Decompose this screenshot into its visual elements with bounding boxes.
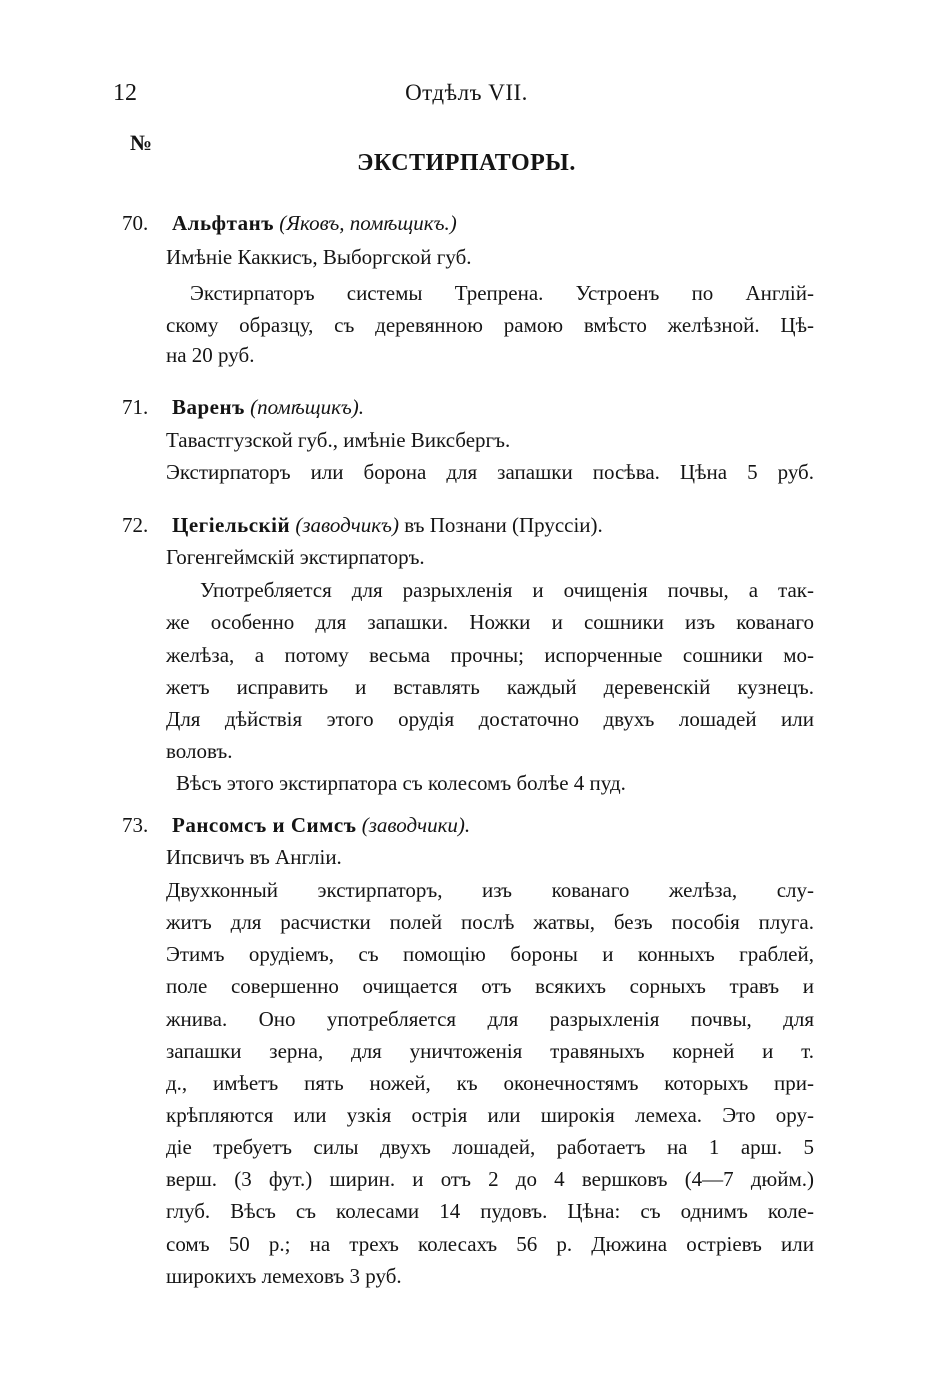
exhibitor-occupation: (заводчики).	[361, 813, 471, 837]
description-line: д., имѣетъ пять ножей, къ оконечностямъ которыхъ при-	[166, 1071, 814, 1095]
entry-location: Тавастгузской губ., имѣніе Виксбергъ.	[166, 428, 511, 452]
description-line: Двухконный экстирпаторъ, изъ кованаго желѣза, слу-	[166, 878, 814, 902]
description-line: жнива. Оно употребляется для разрыхленія почвы, для	[166, 1007, 814, 1031]
description-line: верш. (3 фут.) ширин. и отъ 2 до 4 вершковъ (4—7 дюйм.)	[166, 1167, 814, 1191]
exhibitor-occupation: (заводчикъ)	[295, 513, 399, 537]
numero-sign: №	[130, 130, 153, 155]
description-line: діе требуетъ силы двухъ лошадей, работаетъ на 1 арш. 5	[166, 1135, 814, 1159]
exhibitor-name: Цегіельскій	[172, 513, 291, 537]
entry-location: Имѣніе Каккисъ, Выборгской губ.	[166, 245, 472, 269]
description-line: широкихъ лемеховъ 3 руб.	[166, 1264, 402, 1288]
description-line: жетъ исправить и вставлять каждый деревенскій кузнецъ.	[166, 675, 814, 699]
section-title: ЭКСТИРПАТОРЫ.	[357, 150, 576, 176]
entry-location: Гогенгеймскій экстирпаторъ.	[166, 545, 425, 569]
entry-heading	[172, 815, 470, 836]
entry-number: 71.	[122, 395, 149, 419]
entry-heading	[172, 213, 457, 234]
description-line: запашки зерна, для уничтоженія травяныхъ корней и т.	[166, 1039, 814, 1063]
description-line: Экстирпаторъ или борона для запашки посѣва. Цѣна 5 руб.	[166, 460, 814, 484]
exhibitor-occupation: (Яковъ, помѣщикъ.)	[279, 211, 457, 235]
description-line: воловъ.	[166, 739, 233, 763]
entry-number: 70.	[122, 211, 149, 235]
description-line: крѣпляются или узкія острія или широкія лемеха. Это ору-	[166, 1103, 814, 1127]
exhibitor-name: Рансомсъ и Симсъ	[172, 813, 357, 837]
exhibitor-place: въ Познани (Пруссіи).	[398, 513, 603, 537]
description-line: житъ для расчистки полей послѣ жатвы, безъ пособія плуга.	[166, 910, 814, 934]
description-line: поле совершенно очищается отъ всякихъ сорныхъ травъ и	[166, 974, 814, 998]
description-line: скому образцу, съ деревянною рамою вмѣсто желѣзной. Цѣ-	[166, 313, 814, 337]
description-line: сомъ 50 р.; на трехъ колесахъ 56 р. Дюжина остріевъ или	[166, 1232, 814, 1256]
page-number: 12	[113, 80, 137, 106]
exhibitor-occupation: (помѣщикъ).	[250, 395, 365, 419]
exhibitor-name: Варенъ	[172, 395, 245, 419]
description-line: Для дѣйствія этого орудія достаточно двухъ лошадей или	[166, 707, 814, 731]
description-line: Этимъ орудіемъ, съ помощію бороны и конныхъ граблей,	[166, 942, 814, 966]
description-line: же особенно для запашки. Ножки и сошники изъ кованаго	[166, 610, 814, 634]
entry-number: 72.	[122, 513, 149, 537]
description-line: Употребляется для разрыхленія и очищенія почвы, а так-	[200, 578, 814, 602]
exhibitor-name: Альфтанъ	[172, 211, 274, 235]
description-line: желѣза, а потому весьма прочны; испорченные сошники мо-	[166, 643, 814, 667]
running-head: Отдѣлъ VII.	[405, 80, 528, 105]
description-line: на 20 руб.	[166, 343, 255, 367]
entry-heading	[172, 397, 364, 418]
description-line: Экстирпаторъ системы Трепрена. Устроенъ по Англій-	[190, 281, 814, 305]
description-line: глуб. Вѣсъ съ колесами 14 пудовъ. Цѣна: съ однимъ коле-	[166, 1199, 814, 1223]
entry-location: Ипсвичъ въ Англіи.	[166, 845, 342, 869]
entry-heading	[172, 515, 603, 536]
entry-number: 73.	[122, 813, 149, 837]
weight-line: Вѣсъ этого экстирпатора съ колесомъ болѣе 4 пуд.	[176, 771, 626, 795]
